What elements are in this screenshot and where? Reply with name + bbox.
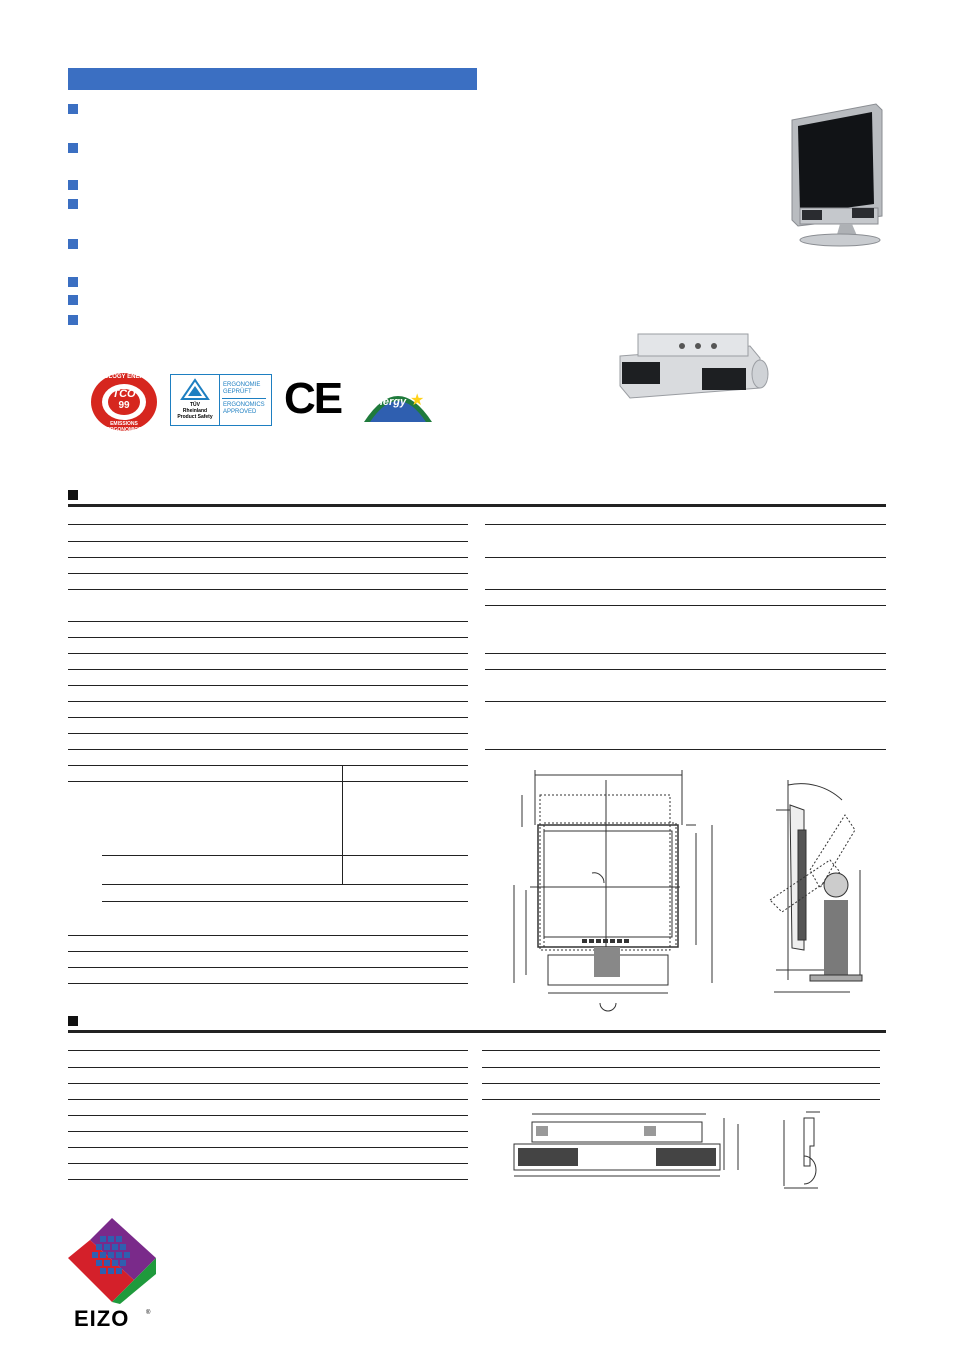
table-row-rule xyxy=(68,951,468,952)
table-row-rule xyxy=(68,637,468,638)
feature-bullet xyxy=(68,295,78,305)
monitor-photo xyxy=(780,100,890,250)
tco-label: TCO xyxy=(112,388,136,400)
table-row-rule xyxy=(102,855,468,856)
tuv-ergonomics-logo xyxy=(170,374,272,426)
feature-bullet xyxy=(68,199,78,209)
table-row-rule xyxy=(68,1067,468,1068)
tuv-ergo3: ERGONOMICS xyxy=(223,402,265,408)
speaker-specifications-section-header xyxy=(68,1016,886,1033)
tuv-ergo2: GEPRÜFT xyxy=(223,389,252,395)
table-row-rule xyxy=(68,1131,468,1132)
table-row-rule xyxy=(485,557,886,558)
table-row-rule xyxy=(68,1050,468,1051)
section-square-icon xyxy=(68,1016,78,1026)
registered-mark: ® xyxy=(146,1310,151,1316)
feature-bullet xyxy=(68,277,78,287)
table-row-rule xyxy=(68,701,468,702)
table-row-rule xyxy=(68,621,468,622)
table-row-rule xyxy=(68,589,468,590)
speaker-front-drawing xyxy=(510,1104,750,1190)
tuv-line2: Product Safety xyxy=(177,414,213,420)
table-row-rule xyxy=(68,541,468,542)
feature-bullet xyxy=(68,239,78,249)
table-row-rule xyxy=(68,1179,468,1180)
table-row-rule xyxy=(485,524,886,525)
tuv-ergo1: ERGONOMIE xyxy=(223,382,261,388)
table-row-rule xyxy=(482,1050,880,1051)
eizo-logo xyxy=(64,1216,160,1332)
tco99-logo xyxy=(90,372,158,432)
table-row-rule xyxy=(68,1099,468,1100)
table-row-rule xyxy=(68,1147,468,1148)
feature-bullet xyxy=(68,180,78,190)
table-row-rule xyxy=(102,901,468,902)
table-row-rule xyxy=(485,669,886,670)
speaker-side-drawing xyxy=(780,1106,840,1192)
table-row-rule xyxy=(68,983,468,984)
speaker-bar-photo xyxy=(610,326,770,402)
table-row-rule xyxy=(482,1067,880,1068)
table-row-rule xyxy=(68,557,468,558)
table-row-rule xyxy=(102,884,468,885)
section-square-icon xyxy=(68,490,78,500)
table-row-rule xyxy=(485,605,886,606)
table-row-rule xyxy=(485,653,886,654)
feature-bullet xyxy=(68,315,78,325)
eizo-wordmark: EIZO xyxy=(74,1306,130,1331)
table-column-rule xyxy=(342,765,343,885)
table-row-rule xyxy=(68,1163,468,1164)
tuv-ergo4: APPROVED xyxy=(223,409,257,415)
table-row-rule xyxy=(485,589,886,590)
tuv-brand: TÜV xyxy=(190,402,200,408)
table-row-rule xyxy=(485,701,886,702)
table-row-rule xyxy=(68,685,468,686)
tco-year: 99 xyxy=(118,400,130,411)
table-row-rule xyxy=(68,733,468,734)
table-row-rule xyxy=(485,749,886,750)
table-row-rule xyxy=(68,653,468,654)
table-row-rule xyxy=(482,1099,880,1100)
monitor-side-drawing xyxy=(770,770,890,1000)
table-row-rule xyxy=(68,1115,468,1116)
feature-bullet xyxy=(68,104,78,114)
tco-ring-top: ECOLOGY ENERGY xyxy=(95,374,153,380)
table-row-rule xyxy=(68,935,468,936)
table-row-rule xyxy=(68,967,468,968)
table-row-rule xyxy=(68,765,468,766)
table-row-rule xyxy=(68,573,468,574)
energy-star-logo xyxy=(364,380,432,422)
table-row-rule xyxy=(68,749,468,750)
tco-ring-bottom: EMISSIONS ERGONOMICS xyxy=(106,421,142,433)
table-row-rule xyxy=(482,1083,880,1084)
specifications-section-header xyxy=(68,490,886,507)
star-icon: ★ xyxy=(410,392,425,409)
ce-mark: CE xyxy=(284,374,342,423)
energy-label: energy xyxy=(370,396,407,408)
tuv-line1: Rheinland xyxy=(182,408,208,414)
table-row-rule xyxy=(68,717,468,718)
monitor-front-drawing xyxy=(500,765,730,1015)
table-row-rule xyxy=(68,524,468,525)
feature-header-bar xyxy=(68,68,477,90)
table-row-rule xyxy=(68,781,468,782)
table-row-rule xyxy=(68,669,468,670)
table-row-rule xyxy=(68,1083,468,1084)
feature-bullet xyxy=(68,143,78,153)
